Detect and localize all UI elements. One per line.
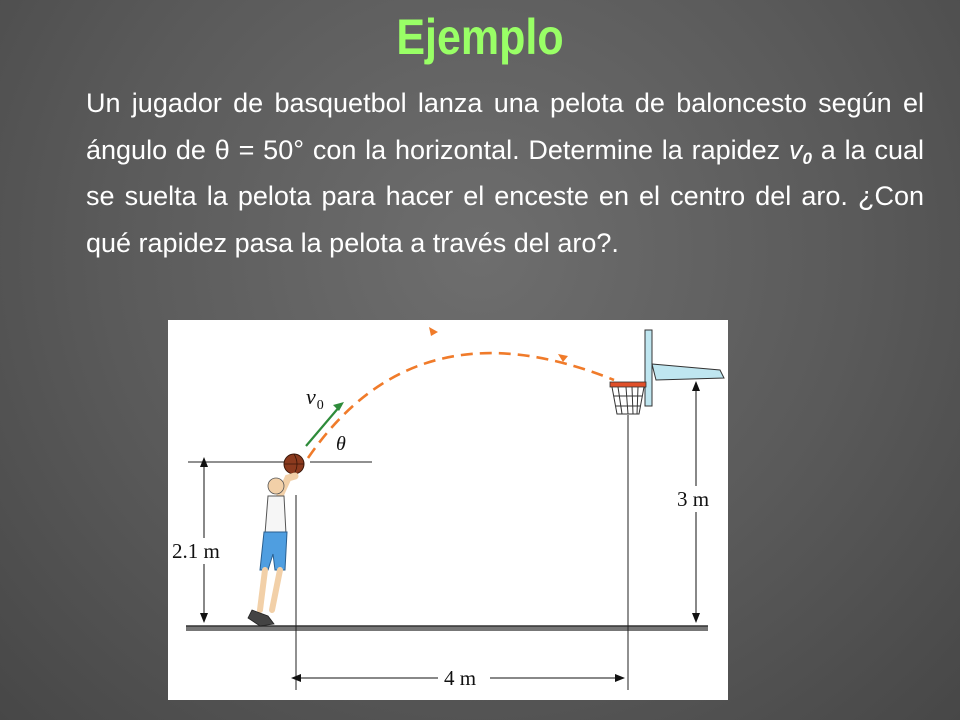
player-shorts (260, 532, 287, 570)
velocity-label-v: v (306, 384, 316, 409)
trajectory-arrow-1 (429, 327, 438, 336)
basketball-figure (168, 320, 728, 700)
player-legs (260, 570, 280, 610)
release-height-label: 2.1 m (172, 539, 220, 563)
velocity-label (306, 384, 324, 413)
problem-text-part1: Un jugador de basquetbol lanza una pelota de baloncesto según el ángulo de θ = 50° con la horizontal. Determine la rapidez (86, 88, 924, 165)
velocity-symbol: v (789, 134, 803, 165)
player-shirt (265, 496, 286, 534)
distance-label: 4 m (444, 666, 477, 690)
basketball-diagram (168, 320, 728, 700)
velocity-arrowhead (333, 402, 344, 411)
problem-statement (86, 80, 924, 266)
velocity-subscript: 0 (802, 148, 812, 168)
angle-label: θ (336, 433, 346, 455)
player-head (268, 478, 284, 494)
velocity-label-sub: 0 (316, 398, 324, 413)
backboard-support (652, 364, 724, 380)
rim (610, 382, 646, 387)
trajectory-path (308, 353, 614, 458)
problem-text-part2: a la cual se suelta la pelota para hacer el enceste en el centro del aro. ¿Con qué rapidez pasa la pelota a través del aro?. (86, 134, 924, 258)
backboard (645, 330, 652, 406)
net (612, 387, 644, 414)
hoop-height-label: 3 m (677, 487, 710, 511)
slide-title: Ejemplo (396, 9, 564, 65)
